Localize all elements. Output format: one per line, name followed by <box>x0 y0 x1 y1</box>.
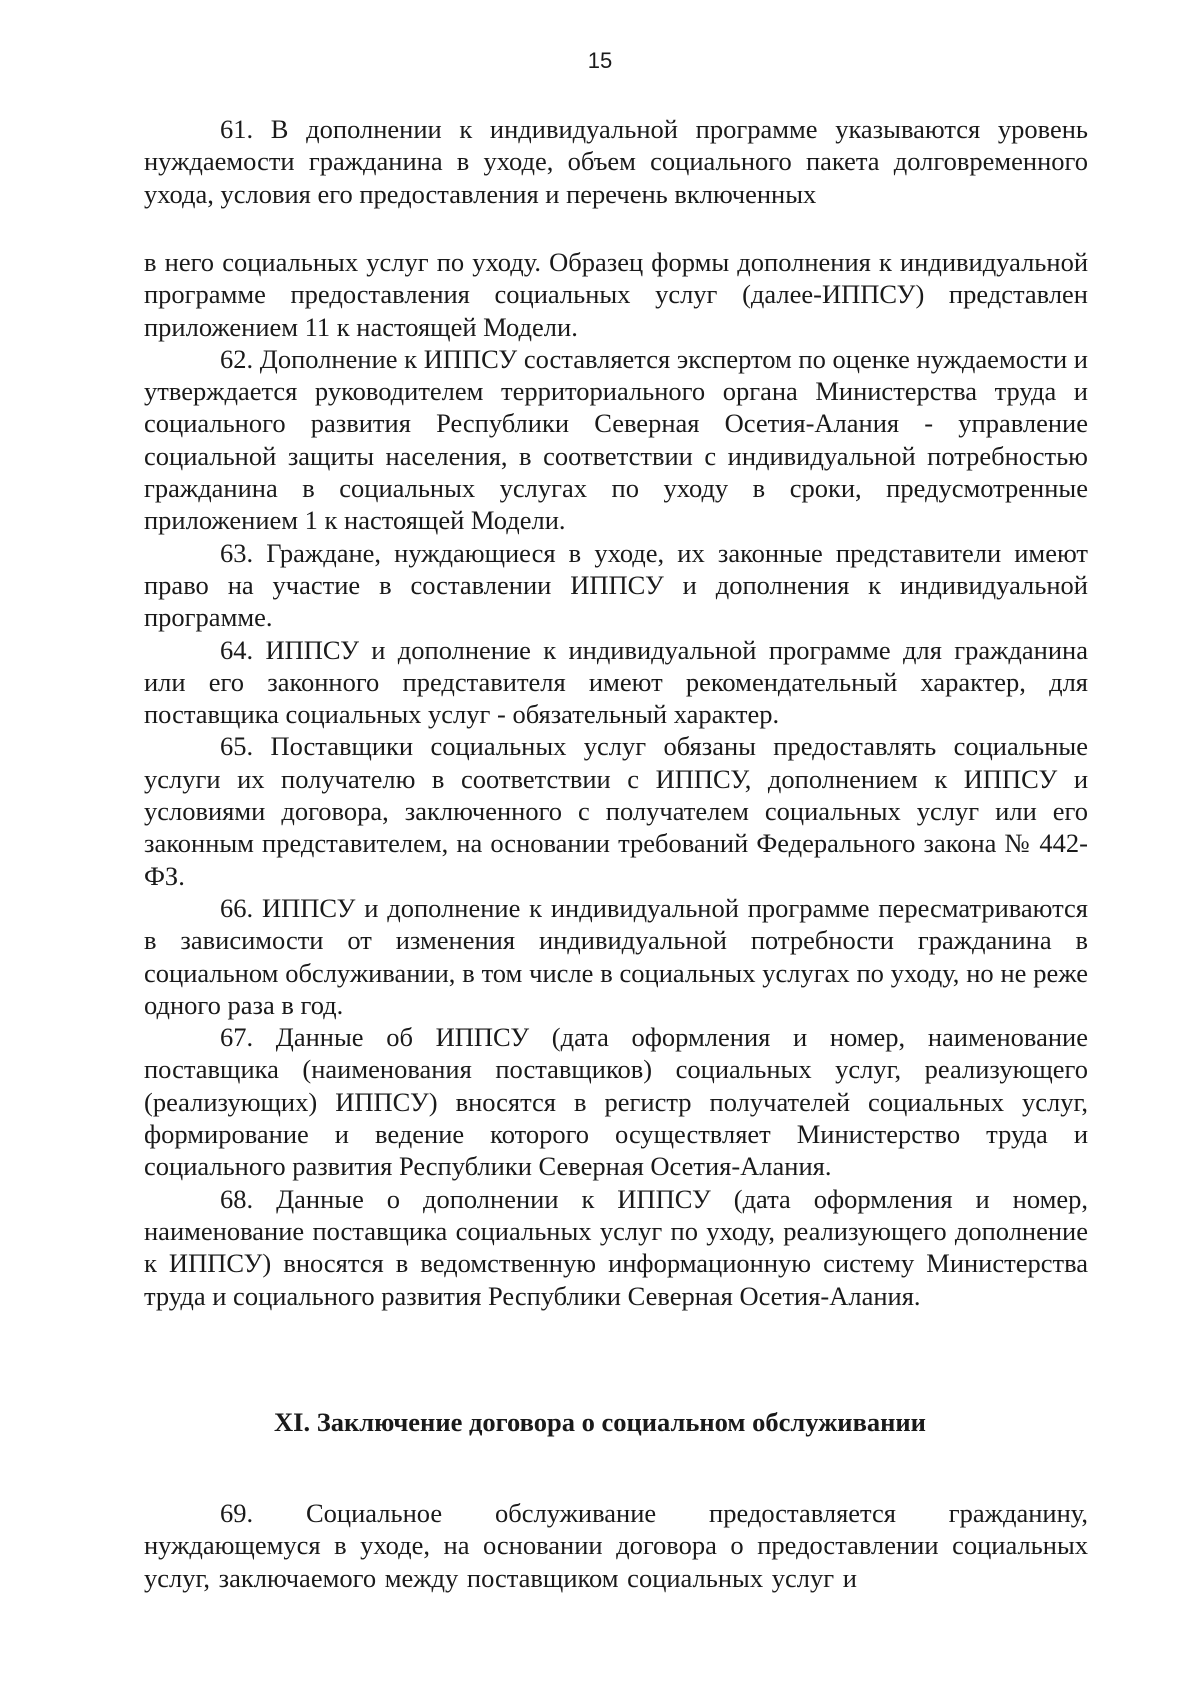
text-block-main <box>144 246 1088 1312</box>
paragraph-69: 69. Социальное обслуживание предоставляется гражданину, нуждающемуся в уходе, на основании договора о предоставлении социальных услуг, заключаемого между поставщиком социальных услуг и <box>144 1498 1088 1593</box>
text-block-bottom <box>144 1497 1088 1594</box>
paragraph-67: 67. Данные об ИППСУ (дата оформления и номер, наименование поставщика (наименования поставщиков) социальных услуг, реализующего (реализующих) ИППСУ) вносятся в регистр получателей социальных услуг, формирование и ведение которого осуществляет Министерство труда и социального развития Республики Северная Осетия-Алания. <box>144 1022 1088 1182</box>
paragraph-66: 66. ИППСУ и дополнение к индивидуальной программе пересматриваются в зависимости от изменения индивидуальной потребности гражданина в социальном обслуживании, в том числе в социальных услугах по уходу, но не реже одного раза в год. <box>144 892 1088 1020</box>
text-block-top <box>144 113 1088 210</box>
paragraph-62: 62. Дополнение к ИППСУ составляется экспертом по оценке нуждаемости и утверждается руководителем территориального органа Министерства труда и социального развития Республики Северная Осетия-Алания - управление социальной защиты населения, в соответствии с индивидуальной потребностью гражданина в социальных услугах по уходу в сроки, предусмотренные приложением 1 к настоящей Модели. <box>144 343 1088 536</box>
page-number: 15 <box>587 48 613 73</box>
section-heading: XI. Заключение договора о социальном обслуживании <box>274 1407 926 1437</box>
paragraph-61-end: в него социальных услуг по уходу. Образец формы дополнения к индивидуальной программе предоставления социальных услуг (далее-ИППСУ) представлен приложением 11 к настоящей Модели. <box>144 247 1088 342</box>
paragraph-65: 65. Поставщики социальных услуг обязаны предоставлять социальные услуги их получателю в соответствии с ИППСУ, дополнением к ИППСУ и условиями договора, заключенного с получателем социальных услуг или его законным представителем, на основании требований Федерального закона № 442-ФЗ. <box>144 731 1088 891</box>
paragraph-63: 63. Граждане, нуждающиеся в уходе, их законные представители имеют право на участие в составлении ИППСУ и дополнения к индивидуальной программе. <box>144 537 1088 633</box>
paragraph-61-start: 61. В дополнении к индивидуальной программе указываются уровень нуждаемости гражданина в уходе, объем социального пакета долговременного ухода, условия его предоставления и перечень включенных <box>144 114 1088 209</box>
paragraph-68: 68. Данные о дополнении к ИППСУ (дата оформления и номер, наименование поставщика социальных услуг по уходу, реализующего дополнение к ИППСУ) вносятся в ведомственную информационную систему Министерства труда и социального развития Республики Северная Осетия-Алания. <box>144 1183 1088 1311</box>
paragraph-64: 64. ИППСУ и дополнение к индивидуальной программе для гражданина или его законного представителя имеют рекомендательный характер, для поставщика социальных услуг - обязательный характер. <box>144 634 1088 730</box>
